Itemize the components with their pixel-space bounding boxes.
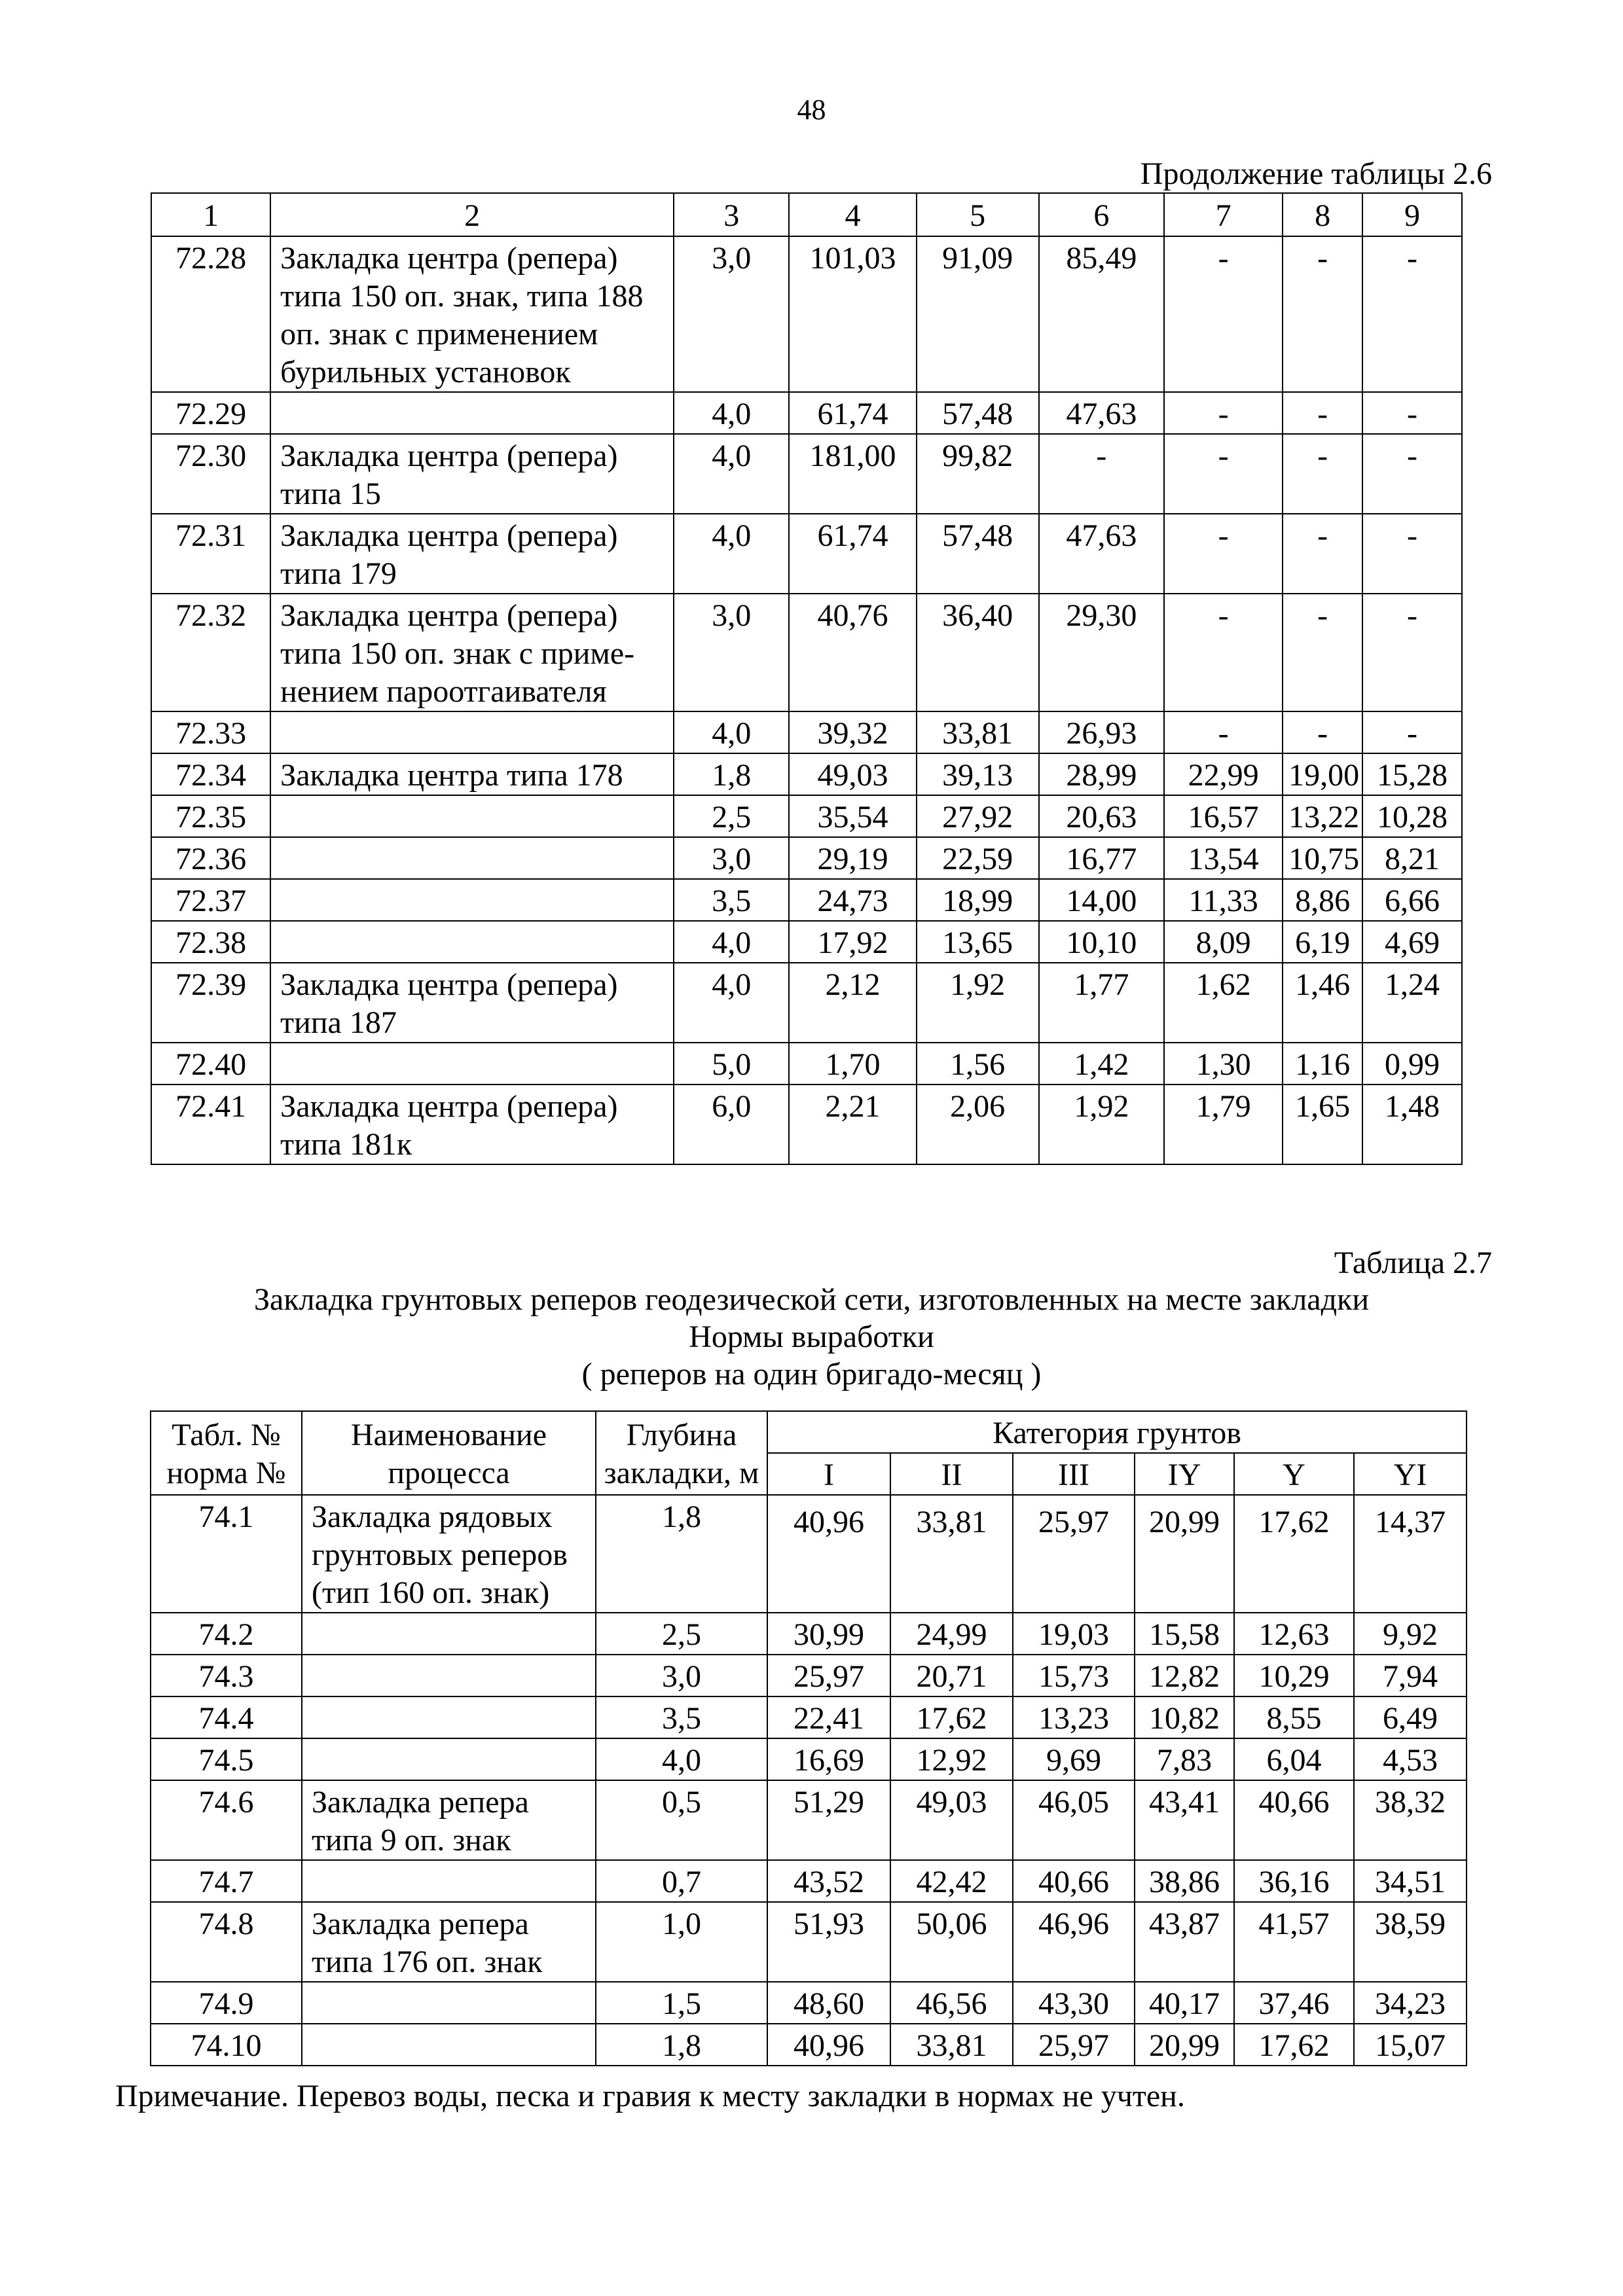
process-name-cell: [270, 795, 674, 837]
table-row: [151, 1495, 1467, 1613]
table-row: [151, 1613, 1467, 1655]
process-name-cell: [302, 1696, 596, 1738]
value-cell: 39,32: [789, 711, 916, 753]
value-cell: 19,00: [1283, 753, 1362, 795]
table-row: [151, 753, 1462, 795]
value-cell: 22,41: [767, 1696, 890, 1738]
value-cell: 1,56: [917, 1043, 1039, 1085]
table-row: [151, 1043, 1462, 1085]
norm-code-cell: 72.32: [151, 594, 270, 711]
table-row: [151, 921, 1462, 963]
column-number-cell: 1: [151, 193, 270, 236]
norm-code-cell: 72.29: [151, 392, 270, 434]
value-cell: 33,81: [917, 711, 1039, 753]
norm-code-cell: 74.3: [151, 1655, 302, 1696]
depth-cell: 4,0: [674, 921, 789, 963]
value-cell: -: [1164, 392, 1283, 434]
value-cell: 13,22: [1283, 795, 1362, 837]
value-cell: 8,09: [1164, 921, 1283, 963]
value-cell: 19,03: [1013, 1613, 1135, 1655]
value-cell: 2,12: [789, 963, 916, 1043]
process-name-cell: [270, 1085, 674, 1164]
value-cell: 25,97: [1013, 2024, 1135, 2066]
header-soil-categories: Категория грунтов: [767, 1411, 1467, 1453]
value-cell: 1,42: [1039, 1043, 1164, 1085]
value-cell: 18,99: [917, 879, 1039, 921]
process-name-cell: [270, 837, 674, 879]
header-category: YI: [1354, 1453, 1467, 1495]
depth-cell: 4,0: [674, 963, 789, 1043]
value-cell: 40,17: [1135, 1982, 1234, 2024]
value-cell: 14,37: [1354, 1495, 1467, 1613]
value-cell: 57,48: [917, 392, 1039, 434]
value-cell: 10,29: [1234, 1655, 1354, 1696]
table-header-row: [151, 193, 1462, 236]
value-cell: 16,57: [1164, 795, 1283, 837]
depth-cell: 4,0: [674, 392, 789, 434]
value-cell: 57,48: [917, 514, 1039, 594]
value-cell: 17,62: [1234, 2024, 1354, 2066]
norm-code-cell: 74.9: [151, 1982, 302, 2024]
value-cell: 6,49: [1354, 1696, 1467, 1738]
value-cell: 13,65: [917, 921, 1039, 963]
value-cell: 40,76: [789, 594, 916, 711]
value-cell: 16,77: [1039, 837, 1164, 879]
value-cell: 2,06: [917, 1085, 1039, 1164]
header-line: Наименование: [350, 1418, 547, 1452]
value-cell: 28,99: [1039, 753, 1164, 795]
value-cell: 33,81: [890, 2024, 1013, 2066]
depth-cell: 1,8: [674, 753, 789, 795]
value-cell: 38,59: [1354, 1902, 1467, 1982]
value-cell: -: [1039, 434, 1164, 514]
value-cell: -: [1362, 594, 1462, 711]
depth-cell: 5,0: [674, 1043, 789, 1085]
value-cell: 20,71: [890, 1655, 1013, 1696]
process-name-line: Закладка репера: [312, 1785, 529, 1820]
value-cell: -: [1283, 514, 1362, 594]
process-name-cell: [302, 1655, 596, 1696]
table-row: [151, 514, 1462, 594]
norm-code-cell: 74.4: [151, 1696, 302, 1738]
depth-cell: 1,8: [596, 2024, 767, 2066]
process-name-cell: [270, 514, 674, 594]
table-row: [151, 1738, 1467, 1780]
process-name-cell: [270, 236, 674, 392]
header-category: I: [767, 1453, 890, 1495]
value-cell: 40,96: [767, 2024, 890, 2066]
process-name-line: типа 150 оп. знак, типа 188: [280, 279, 644, 314]
process-name-cell: [302, 2024, 596, 2066]
norm-code-cell: 72.37: [151, 879, 270, 921]
norm-code-cell: 74.7: [151, 1860, 302, 1902]
value-cell: 17,92: [789, 921, 916, 963]
value-cell: -: [1283, 392, 1362, 434]
value-cell: 99,82: [917, 434, 1039, 514]
depth-cell: 4,0: [674, 514, 789, 594]
value-cell: 1,70: [789, 1043, 916, 1085]
process-name-line: бурильных установок: [280, 355, 571, 389]
value-cell: 43,87: [1135, 1902, 1234, 1982]
value-cell: 13,54: [1164, 837, 1283, 879]
header-line: закладки, м: [604, 1456, 759, 1490]
value-cell: 8,86: [1283, 879, 1362, 921]
value-cell: 7,94: [1354, 1655, 1467, 1696]
depth-cell: 3,5: [674, 879, 789, 921]
norm-code-cell: 72.41: [151, 1085, 270, 1164]
norm-code-cell: 72.38: [151, 921, 270, 963]
value-cell: 6,04: [1234, 1738, 1354, 1780]
value-cell: 9,69: [1013, 1738, 1135, 1780]
table-row: [151, 1982, 1467, 2024]
value-cell: 61,74: [789, 514, 916, 594]
process-name-cell: [270, 963, 674, 1043]
column-number-cell: 4: [789, 193, 916, 236]
value-cell: 1,30: [1164, 1043, 1283, 1085]
table-row: [151, 2024, 1467, 2066]
value-cell: 1,79: [1164, 1085, 1283, 1164]
norm-code-cell: 72.28: [151, 236, 270, 392]
depth-cell: 4,0: [674, 711, 789, 753]
value-cell: 20,99: [1135, 1495, 1234, 1613]
value-cell: 40,66: [1013, 1860, 1135, 1902]
table-row: [151, 711, 1462, 753]
table-row: [151, 879, 1462, 921]
value-cell: 47,63: [1039, 514, 1164, 594]
norm-code-cell: 72.31: [151, 514, 270, 594]
value-cell: -: [1362, 514, 1462, 594]
value-cell: 17,62: [1234, 1495, 1354, 1613]
table-2-7-title: Закладка грунтовых реперов геодезической сети, изготовленных на месте закладки: [253, 1282, 1369, 1317]
value-cell: 48,60: [767, 1982, 890, 2024]
table-row: [151, 1860, 1467, 1902]
value-cell: 46,05: [1013, 1780, 1135, 1860]
value-cell: 10,82: [1135, 1696, 1234, 1738]
process-name-line: Закладка центра типа 178: [280, 758, 623, 793]
value-cell: 15,58: [1135, 1613, 1234, 1655]
value-cell: 1,77: [1039, 963, 1164, 1043]
norm-code-cell: 74.10: [151, 2024, 302, 2066]
value-cell: 24,99: [890, 1613, 1013, 1655]
value-cell: 49,03: [890, 1780, 1013, 1860]
value-cell: 15,73: [1013, 1655, 1135, 1696]
value-cell: 30,99: [767, 1613, 890, 1655]
depth-cell: 3,5: [596, 1696, 767, 1738]
value-cell: 41,57: [1234, 1902, 1354, 1982]
value-cell: -: [1283, 236, 1362, 392]
depth-cell: 1,0: [596, 1902, 767, 1982]
table-2-7-subtitle: Нормы выработки: [689, 1319, 934, 1354]
process-name-line: Закладка центра (репера): [280, 1089, 618, 1124]
norm-code-cell: 72.33: [151, 711, 270, 753]
value-cell: -: [1283, 711, 1362, 753]
value-cell: 25,97: [1013, 1495, 1135, 1613]
value-cell: 36,16: [1234, 1860, 1354, 1902]
value-cell: 1,24: [1362, 963, 1462, 1043]
header-table-number: [151, 1411, 302, 1495]
process-name-line: типа 150 оп. знак с приме-: [280, 636, 635, 671]
footnote: Примечание. Перевоз воды, песка и гравия к месту закладки в нормах не учтен.: [115, 2079, 1185, 2113]
value-cell: 42,42: [890, 1860, 1013, 1902]
depth-cell: 0,5: [596, 1780, 767, 1860]
value-cell: 40,66: [1234, 1780, 1354, 1860]
value-cell: 43,30: [1013, 1982, 1135, 2024]
table-row: [151, 963, 1462, 1043]
value-cell: 85,49: [1039, 236, 1164, 392]
process-name-cell: [270, 879, 674, 921]
header-category: III: [1013, 1453, 1135, 1495]
value-cell: 26,93: [1039, 711, 1164, 753]
value-cell: 43,52: [767, 1860, 890, 1902]
process-name-cell: [302, 1902, 596, 1982]
value-cell: 2,21: [789, 1085, 916, 1164]
value-cell: 11,33: [1164, 879, 1283, 921]
table-2-7-units: ( реперов на один бригадо-месяц ): [581, 1357, 1042, 1391]
value-cell: -: [1164, 236, 1283, 392]
header-line: Глубина: [626, 1418, 737, 1452]
value-cell: -: [1283, 434, 1362, 514]
value-cell: 13,23: [1013, 1696, 1135, 1738]
depth-cell: 6,0: [674, 1085, 789, 1164]
value-cell: 35,54: [789, 795, 916, 837]
value-cell: -: [1164, 711, 1283, 753]
depth-cell: 3,0: [674, 837, 789, 879]
value-cell: 51,93: [767, 1902, 890, 1982]
process-name-line: типа 181к: [280, 1127, 412, 1162]
process-name-line: Закладка репера: [312, 1907, 529, 1941]
value-cell: -: [1362, 392, 1462, 434]
value-cell: 1,62: [1164, 963, 1283, 1043]
value-cell: 1,46: [1283, 963, 1362, 1043]
value-cell: 22,59: [917, 837, 1039, 879]
value-cell: 12,92: [890, 1738, 1013, 1780]
process-name-line: Закладка центра (репера): [280, 518, 618, 553]
depth-cell: 0,7: [596, 1860, 767, 1902]
value-cell: 61,74: [789, 392, 916, 434]
process-name-line: грунтовых реперов: [312, 1537, 568, 1572]
column-number-cell: 6: [1039, 193, 1164, 236]
table-row: [151, 1085, 1462, 1164]
value-cell: 34,23: [1354, 1982, 1467, 2024]
value-cell: 181,00: [789, 434, 916, 514]
value-cell: 38,32: [1354, 1780, 1467, 1860]
value-cell: 29,30: [1039, 594, 1164, 711]
process-name-line: типа 179: [280, 556, 397, 591]
value-cell: 1,16: [1283, 1043, 1362, 1085]
value-cell: 8,55: [1234, 1696, 1354, 1738]
table-row: [151, 1902, 1467, 1982]
process-name-line: типа 176 оп. знак: [312, 1945, 543, 1979]
table-row: [151, 1655, 1467, 1696]
depth-cell: 3,0: [674, 594, 789, 711]
value-cell: 12,63: [1234, 1613, 1354, 1655]
value-cell: 10,75: [1283, 837, 1362, 879]
value-cell: 4,69: [1362, 921, 1462, 963]
value-cell: 40,96: [767, 1495, 890, 1613]
value-cell: 17,62: [890, 1696, 1013, 1738]
value-cell: 33,81: [890, 1495, 1013, 1613]
value-cell: 46,56: [890, 1982, 1013, 2024]
process-name-line: Закладка центра (репера): [280, 967, 618, 1002]
norm-code-cell: 74.6: [151, 1780, 302, 1860]
process-name-cell: [270, 1043, 674, 1085]
process-name-line: типа 9 оп. знак: [312, 1823, 511, 1857]
value-cell: 16,69: [767, 1738, 890, 1780]
process-name-cell: [302, 1860, 596, 1902]
process-name-cell: [270, 711, 674, 753]
norm-code-cell: 74.5: [151, 1738, 302, 1780]
value-cell: 46,96: [1013, 1902, 1135, 1982]
table-2-7: [150, 1410, 1467, 2066]
header-line: норма №: [166, 1456, 286, 1490]
depth-cell: 3,0: [674, 236, 789, 392]
value-cell: 91,09: [917, 236, 1039, 392]
process-name-cell: [270, 392, 674, 434]
value-cell: 12,82: [1135, 1655, 1234, 1696]
process-name-line: (тип 160 оп. знак): [312, 1575, 550, 1610]
value-cell: 15,28: [1362, 753, 1462, 795]
process-name-cell: [302, 1495, 596, 1613]
process-name-line: Закладка центра (репера): [280, 598, 618, 633]
value-cell: 6,66: [1362, 879, 1462, 921]
header-category: IY: [1135, 1453, 1234, 1495]
table-row: [151, 434, 1462, 514]
value-cell: 10,10: [1039, 921, 1164, 963]
value-cell: 39,13: [917, 753, 1039, 795]
value-cell: 4,53: [1354, 1738, 1467, 1780]
column-number-cell: 2: [270, 193, 674, 236]
value-cell: 43,41: [1135, 1780, 1234, 1860]
norm-code-cell: 72.35: [151, 795, 270, 837]
table-row: [151, 1780, 1467, 1860]
value-cell: 49,03: [789, 753, 916, 795]
value-cell: 1,92: [1039, 1085, 1164, 1164]
header-process-name: [302, 1411, 596, 1495]
value-cell: 24,73: [789, 879, 916, 921]
value-cell: 38,86: [1135, 1860, 1234, 1902]
table-row: [151, 236, 1462, 392]
page-number: 48: [797, 94, 826, 126]
value-cell: 6,19: [1283, 921, 1362, 963]
process-name-cell: [270, 753, 674, 795]
table-row: [151, 594, 1462, 711]
value-cell: 101,03: [789, 236, 916, 392]
value-cell: -: [1164, 594, 1283, 711]
value-cell: -: [1362, 434, 1462, 514]
process-name-line: Закладка рядовых: [312, 1499, 553, 1534]
norm-code-cell: 72.30: [151, 434, 270, 514]
value-cell: 25,97: [767, 1655, 890, 1696]
header-line: Табл. №: [172, 1418, 281, 1452]
table-2-7-label: Таблица 2.7: [1334, 1246, 1492, 1280]
norm-code-cell: 72.34: [151, 753, 270, 795]
table-header-row: [151, 1411, 1467, 1453]
process-name-cell: [302, 1613, 596, 1655]
header-category: II: [890, 1453, 1013, 1495]
header-category: Y: [1234, 1453, 1354, 1495]
process-name-cell: [302, 1982, 596, 2024]
norm-code-cell: 72.36: [151, 837, 270, 879]
norm-code-cell: 72.40: [151, 1043, 270, 1085]
value-cell: 34,51: [1354, 1860, 1467, 1902]
norm-code-cell: 72.39: [151, 963, 270, 1043]
header-line: процесса: [388, 1456, 510, 1490]
depth-cell: 4,0: [596, 1738, 767, 1780]
value-cell: 36,40: [917, 594, 1039, 711]
column-number-cell: 5: [917, 193, 1039, 236]
value-cell: 27,92: [917, 795, 1039, 837]
depth-cell: 4,0: [674, 434, 789, 514]
table-continuation-label: Продолжение таблицы 2.6: [1140, 156, 1492, 191]
value-cell: 50,06: [890, 1902, 1013, 1982]
value-cell: 29,19: [789, 837, 916, 879]
depth-cell: 1,5: [596, 1982, 767, 2024]
value-cell: -: [1283, 594, 1362, 711]
value-cell: -: [1362, 711, 1462, 753]
value-cell: 47,63: [1039, 392, 1164, 434]
depth-cell: 2,5: [596, 1613, 767, 1655]
process-name-line: типа 15: [280, 476, 381, 511]
table-2-6: [151, 192, 1463, 1165]
norm-code-cell: 74.8: [151, 1902, 302, 1982]
depth-cell: 1,8: [596, 1495, 767, 1613]
table-row: [151, 392, 1462, 434]
norm-code-cell: 74.2: [151, 1613, 302, 1655]
process-name-line: нением пароотгаивателя: [280, 674, 607, 709]
process-name-line: Закладка центра (репера): [280, 439, 618, 473]
value-cell: 20,99: [1135, 2024, 1234, 2066]
process-name-cell: [302, 1780, 596, 1860]
column-number-cell: 3: [674, 193, 789, 236]
process-name-line: оп. знак с применением: [280, 317, 598, 351]
value-cell: -: [1362, 236, 1462, 392]
value-cell: 10,28: [1362, 795, 1462, 837]
column-number-cell: 8: [1283, 193, 1362, 236]
process-name-cell: [302, 1738, 596, 1780]
value-cell: 1,65: [1283, 1085, 1362, 1164]
value-cell: 1,48: [1362, 1085, 1462, 1164]
process-name-cell: [270, 594, 674, 711]
process-name-line: типа 187: [280, 1005, 397, 1040]
process-name-cell: [270, 921, 674, 963]
table-row: [151, 795, 1462, 837]
column-number-cell: 7: [1164, 193, 1283, 236]
value-cell: -: [1164, 434, 1283, 514]
value-cell: -: [1164, 514, 1283, 594]
table-row: [151, 1696, 1467, 1738]
process-name-line: Закладка центра (репера): [280, 241, 618, 276]
depth-cell: 3,0: [596, 1655, 767, 1696]
header-depth: [596, 1411, 767, 1495]
depth-cell: 2,5: [674, 795, 789, 837]
value-cell: 37,46: [1234, 1982, 1354, 2024]
process-name-cell: [270, 434, 674, 514]
value-cell: 20,63: [1039, 795, 1164, 837]
value-cell: 9,92: [1354, 1613, 1467, 1655]
value-cell: 1,92: [917, 963, 1039, 1043]
norm-code-cell: 74.1: [151, 1495, 302, 1613]
table-row: [151, 837, 1462, 879]
value-cell: 15,07: [1354, 2024, 1467, 2066]
value-cell: 8,21: [1362, 837, 1462, 879]
value-cell: 14,00: [1039, 879, 1164, 921]
column-number-cell: 9: [1362, 193, 1462, 236]
value-cell: 51,29: [767, 1780, 890, 1860]
value-cell: 22,99: [1164, 753, 1283, 795]
value-cell: 7,83: [1135, 1738, 1234, 1780]
value-cell: 0,99: [1362, 1043, 1462, 1085]
